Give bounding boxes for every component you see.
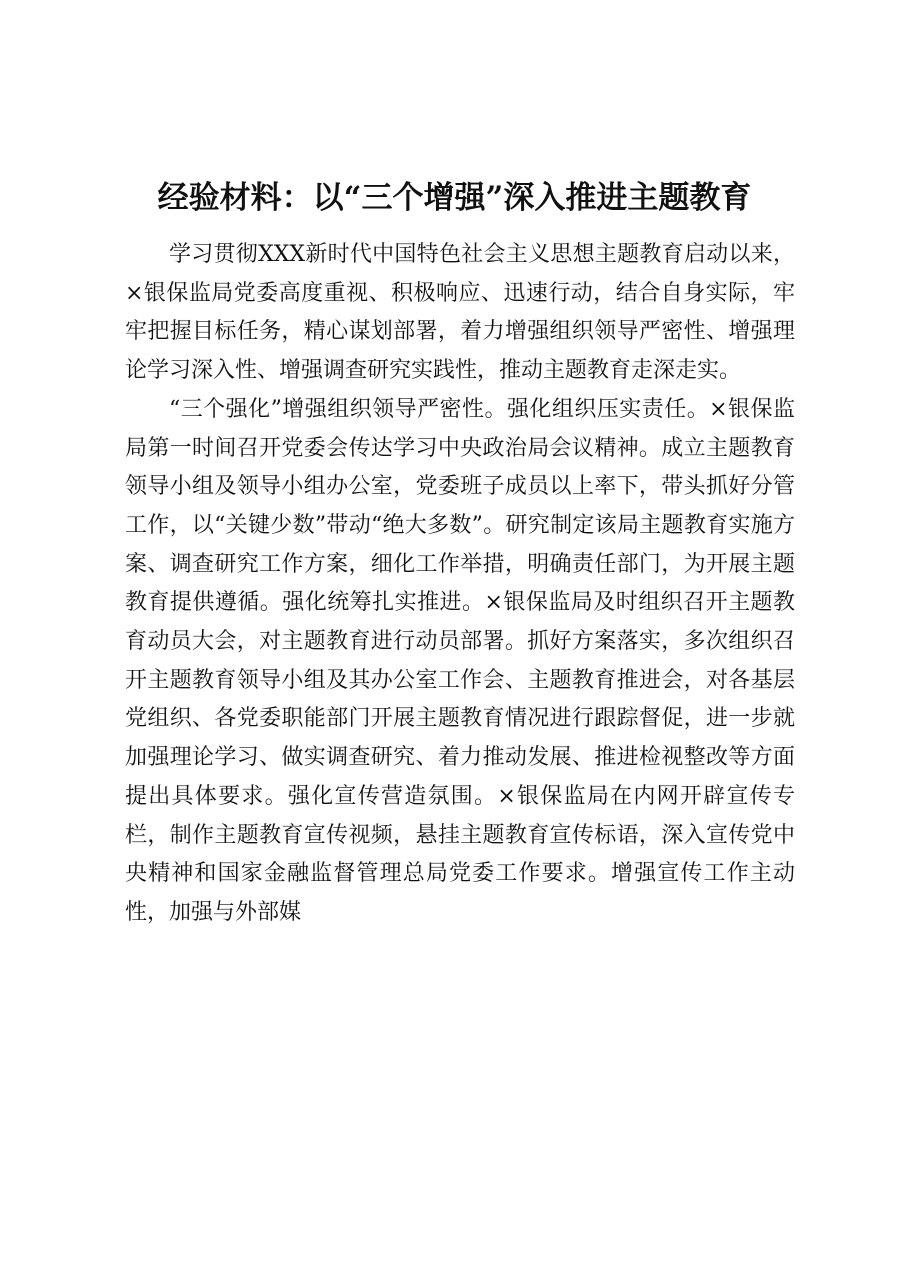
document-title: 经验材料：以“三个增强”深入推进主题教育 — [157, 180, 752, 216]
document-body — [125, 236, 795, 933]
paragraph-intro: 学习贯彻XXX新时代中国特色社会主义思想主题教育启动以来，×银保监局党委高度重视、积极响应、迅速行动，结合自身实际，牢牢把握目标任务，精心谋划部署，着力增强组织领导严密性、增强理论学习深入性、增强调查研究实践性，推动主题教育走深走实。 — [125, 242, 795, 384]
paragraph-organization-leadership: “三个强化”增强组织领导严密性。强化组织压实责任。×银保监局第一时间召开党委会传达学习中央政治局会议精神。成立主题教育领导小组及领导小组办公室，党委班子成员以上率下，带头抓好分管工作，以“关键少数”带动“绝大多数”。研究制定该局主题教育实施方案、调查研究工作方案，细化工作举措，明确责任部门，为开展主题教育提供遵循。强化统筹扎实推进。×银保监局及时组织召开主题教育动员大会，对主题教育进行动员部署。抓好方案落实，多次组织召开主题教育领导小组及其办公室工作会、主题教育推进会，对各基层党组织、各党委职能部门开展主题教育情况进行跟踪督促，进一步就加强理论学习、做实调查研究、着力推动发展、推进检视整改等方面提出具体要求。强化宣传营造氛围。×银保监局在内网开辟宣传专栏，制作主题教育宣传视频，悬挂主题教育宣传标语，深入宣传党中央精神和国家金融监督管理总局党委工作要求。增强宣传工作主动性，加强与外部媒 — [125, 396, 795, 925]
